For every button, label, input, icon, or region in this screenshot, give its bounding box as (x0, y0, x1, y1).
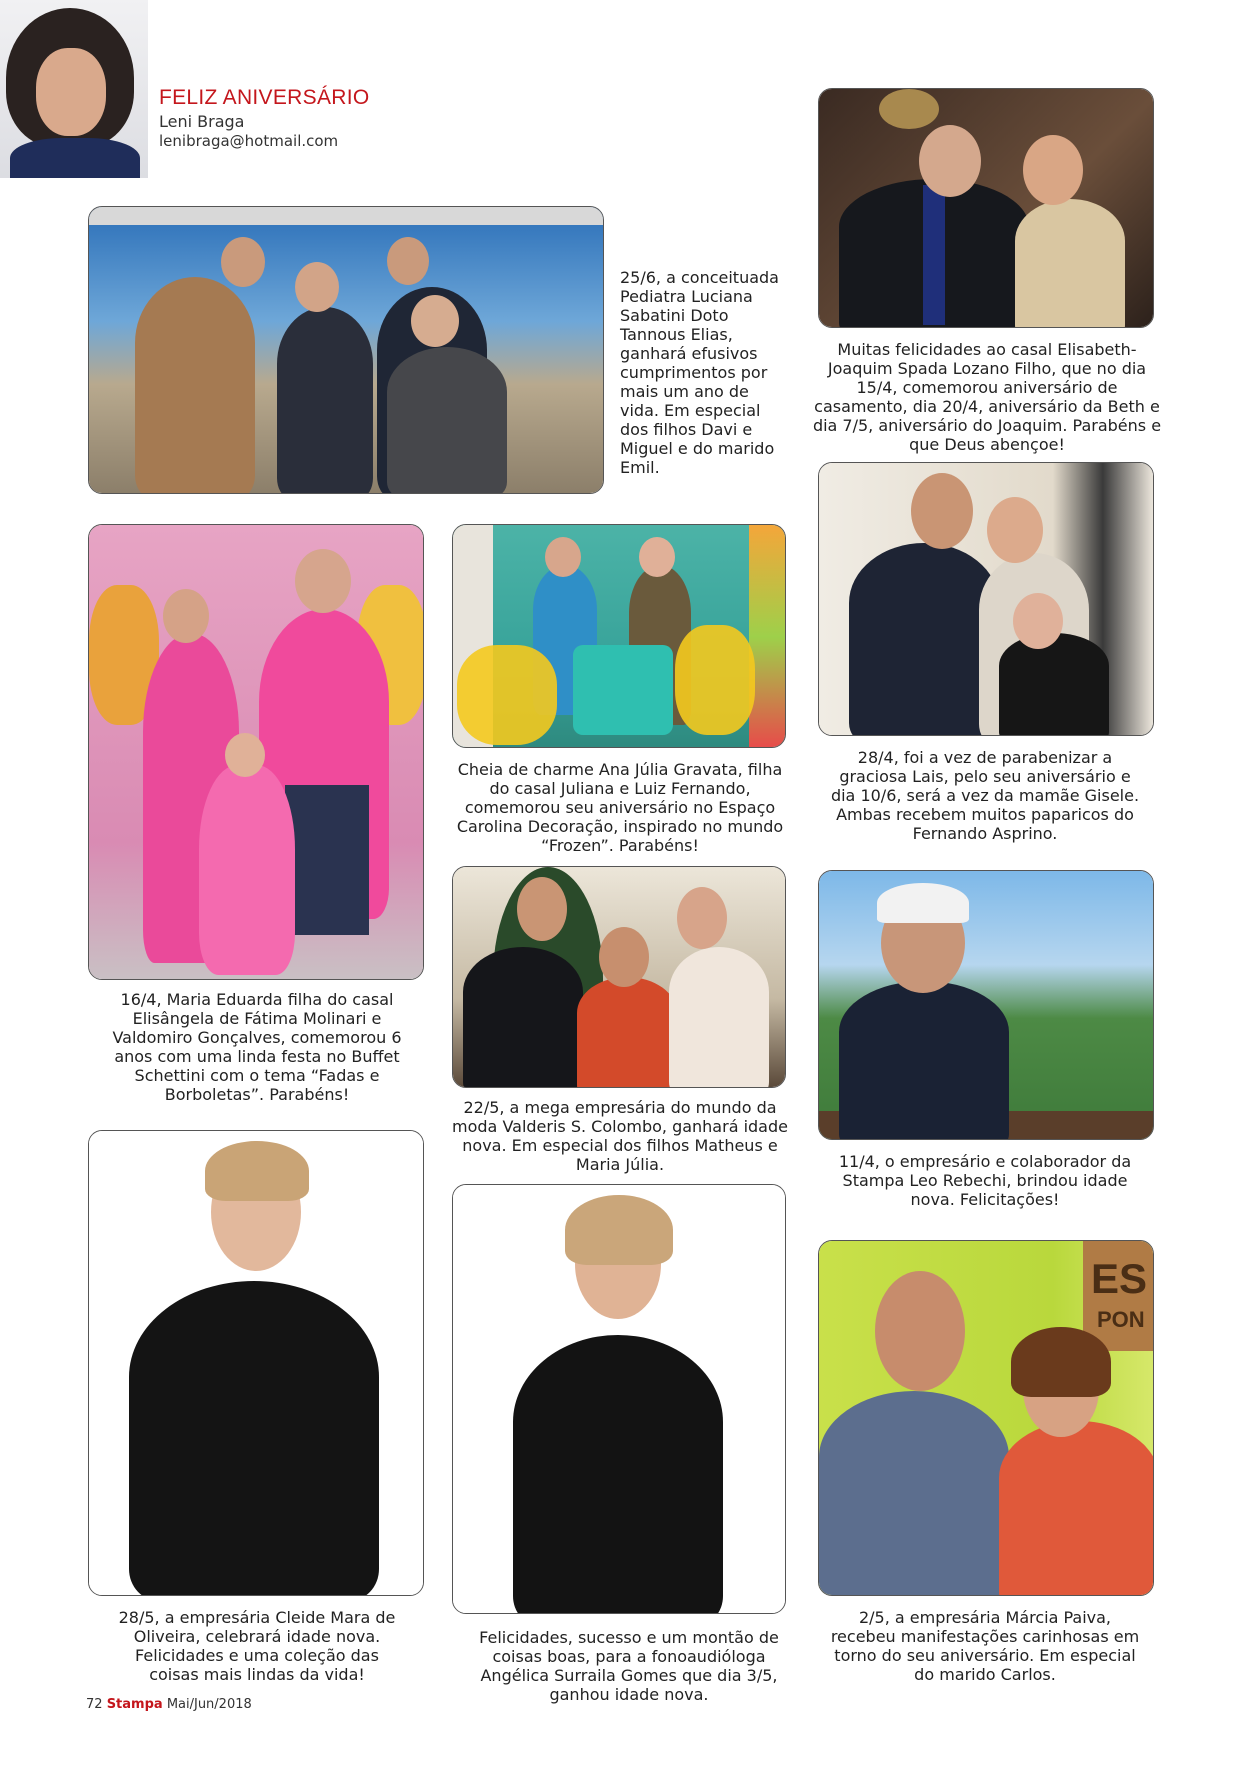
caption-elisabeth: Muitas felicidades ao casal Elisabeth-Joaquim Spada Lozano Filho, que no dia 15/4, comemorou aniversário de casamento, dia 20/4, aniversário da Beth e dia 7/5, aniversário do Joaquim. Parabéns e que Deus abençoe! (812, 340, 1162, 454)
photo-leo-rebechi (818, 870, 1154, 1140)
caption-angelica: Felicidades, sucesso e um montão de coisas boas, para a fonoaudióloga Angélica Surraila Gomes que dia 3/5, ganhou idade nova. (479, 1628, 779, 1704)
sign-text-line1: ES (1091, 1255, 1148, 1302)
caption-maria-eduarda: 16/4, Maria Eduarda filha do casal Elisângela de Fátima Molinari e Valdomiro Gonçalves, comemorou 6 anos com uma linda festa no Buffet Schettini com o tema “Fadas e Borboletas”. Parabéns! (112, 990, 402, 1104)
photo-lais-gisele (818, 462, 1154, 736)
caption-cleide: 28/5, a empresária Cleide Mara de Oliveira, celebrará idade nova. Felicidades e uma coleção das coisas mais lindas da vida! (118, 1608, 396, 1684)
photo-cleide-mara (88, 1130, 424, 1596)
section-title: FELIZ ANIVERSÁRIO (159, 86, 370, 109)
photo-angelica (452, 1184, 786, 1614)
caption-valderis: 22/5, a mega empresária do mundo da moda Valderis S. Colombo, ganhará idade nova. Em especial dos filhos Matheus e Maria Júlia. (452, 1098, 788, 1174)
photo-luciana-family (88, 206, 604, 494)
photo-marcia-paiva (818, 1240, 1154, 1596)
page-footer (86, 1697, 252, 1712)
caption-lais: 28/4, foi a vez de parabenizar a graciosa Lais, pelo seu aniversário e dia 10/6, será a vez da mamãe Gisele. Ambas recebem muitos paparicos do Fernando Asprino. (830, 748, 1140, 843)
caption-marcia: 2/5, a empresária Márcia Paiva, recebeu manifestações carinhosas em torno do seu aniversário. Em especial do marido Carlos. (830, 1608, 1140, 1684)
issue-date: Mai/Jun/2018 (166, 1697, 252, 1712)
photo-elisabeth-joaquim (818, 88, 1154, 328)
columnist-photo (0, 0, 148, 178)
photo-maria-eduarda (88, 524, 424, 980)
magazine-brand: Stampa (106, 1697, 163, 1712)
photo-ana-julia (452, 524, 786, 748)
sign-text-line2: PON (1097, 1307, 1145, 1332)
caption-ana-julia: Cheia de charme Ana Júlia Gravata, filha do casal Juliana e Luiz Fernando, comemorou seu aniversário no Espaço Carolina Decoração, inspirado no mundo “Frozen”. Parabéns! (456, 760, 784, 855)
caption-leo: 11/4, o empresário e colaborador da Stampa Leo Rebechi, brindou idade nova. Felicitações! (838, 1152, 1132, 1209)
caption-luciana: 25/6, a conceituada Pediatra Luciana Sabatini Doto Tannous Elias, ganhará efusivos cumprimentos por mais um ano de vida. Em especial dos filhos Davi e Miguel e do marido Emil. (620, 268, 779, 477)
author-name: Leni Braga (159, 112, 245, 131)
page-number: 72 (86, 1697, 103, 1712)
photo-valderis (452, 866, 786, 1088)
author-email[interactable]: lenibraga@hotmail.com (159, 132, 339, 150)
